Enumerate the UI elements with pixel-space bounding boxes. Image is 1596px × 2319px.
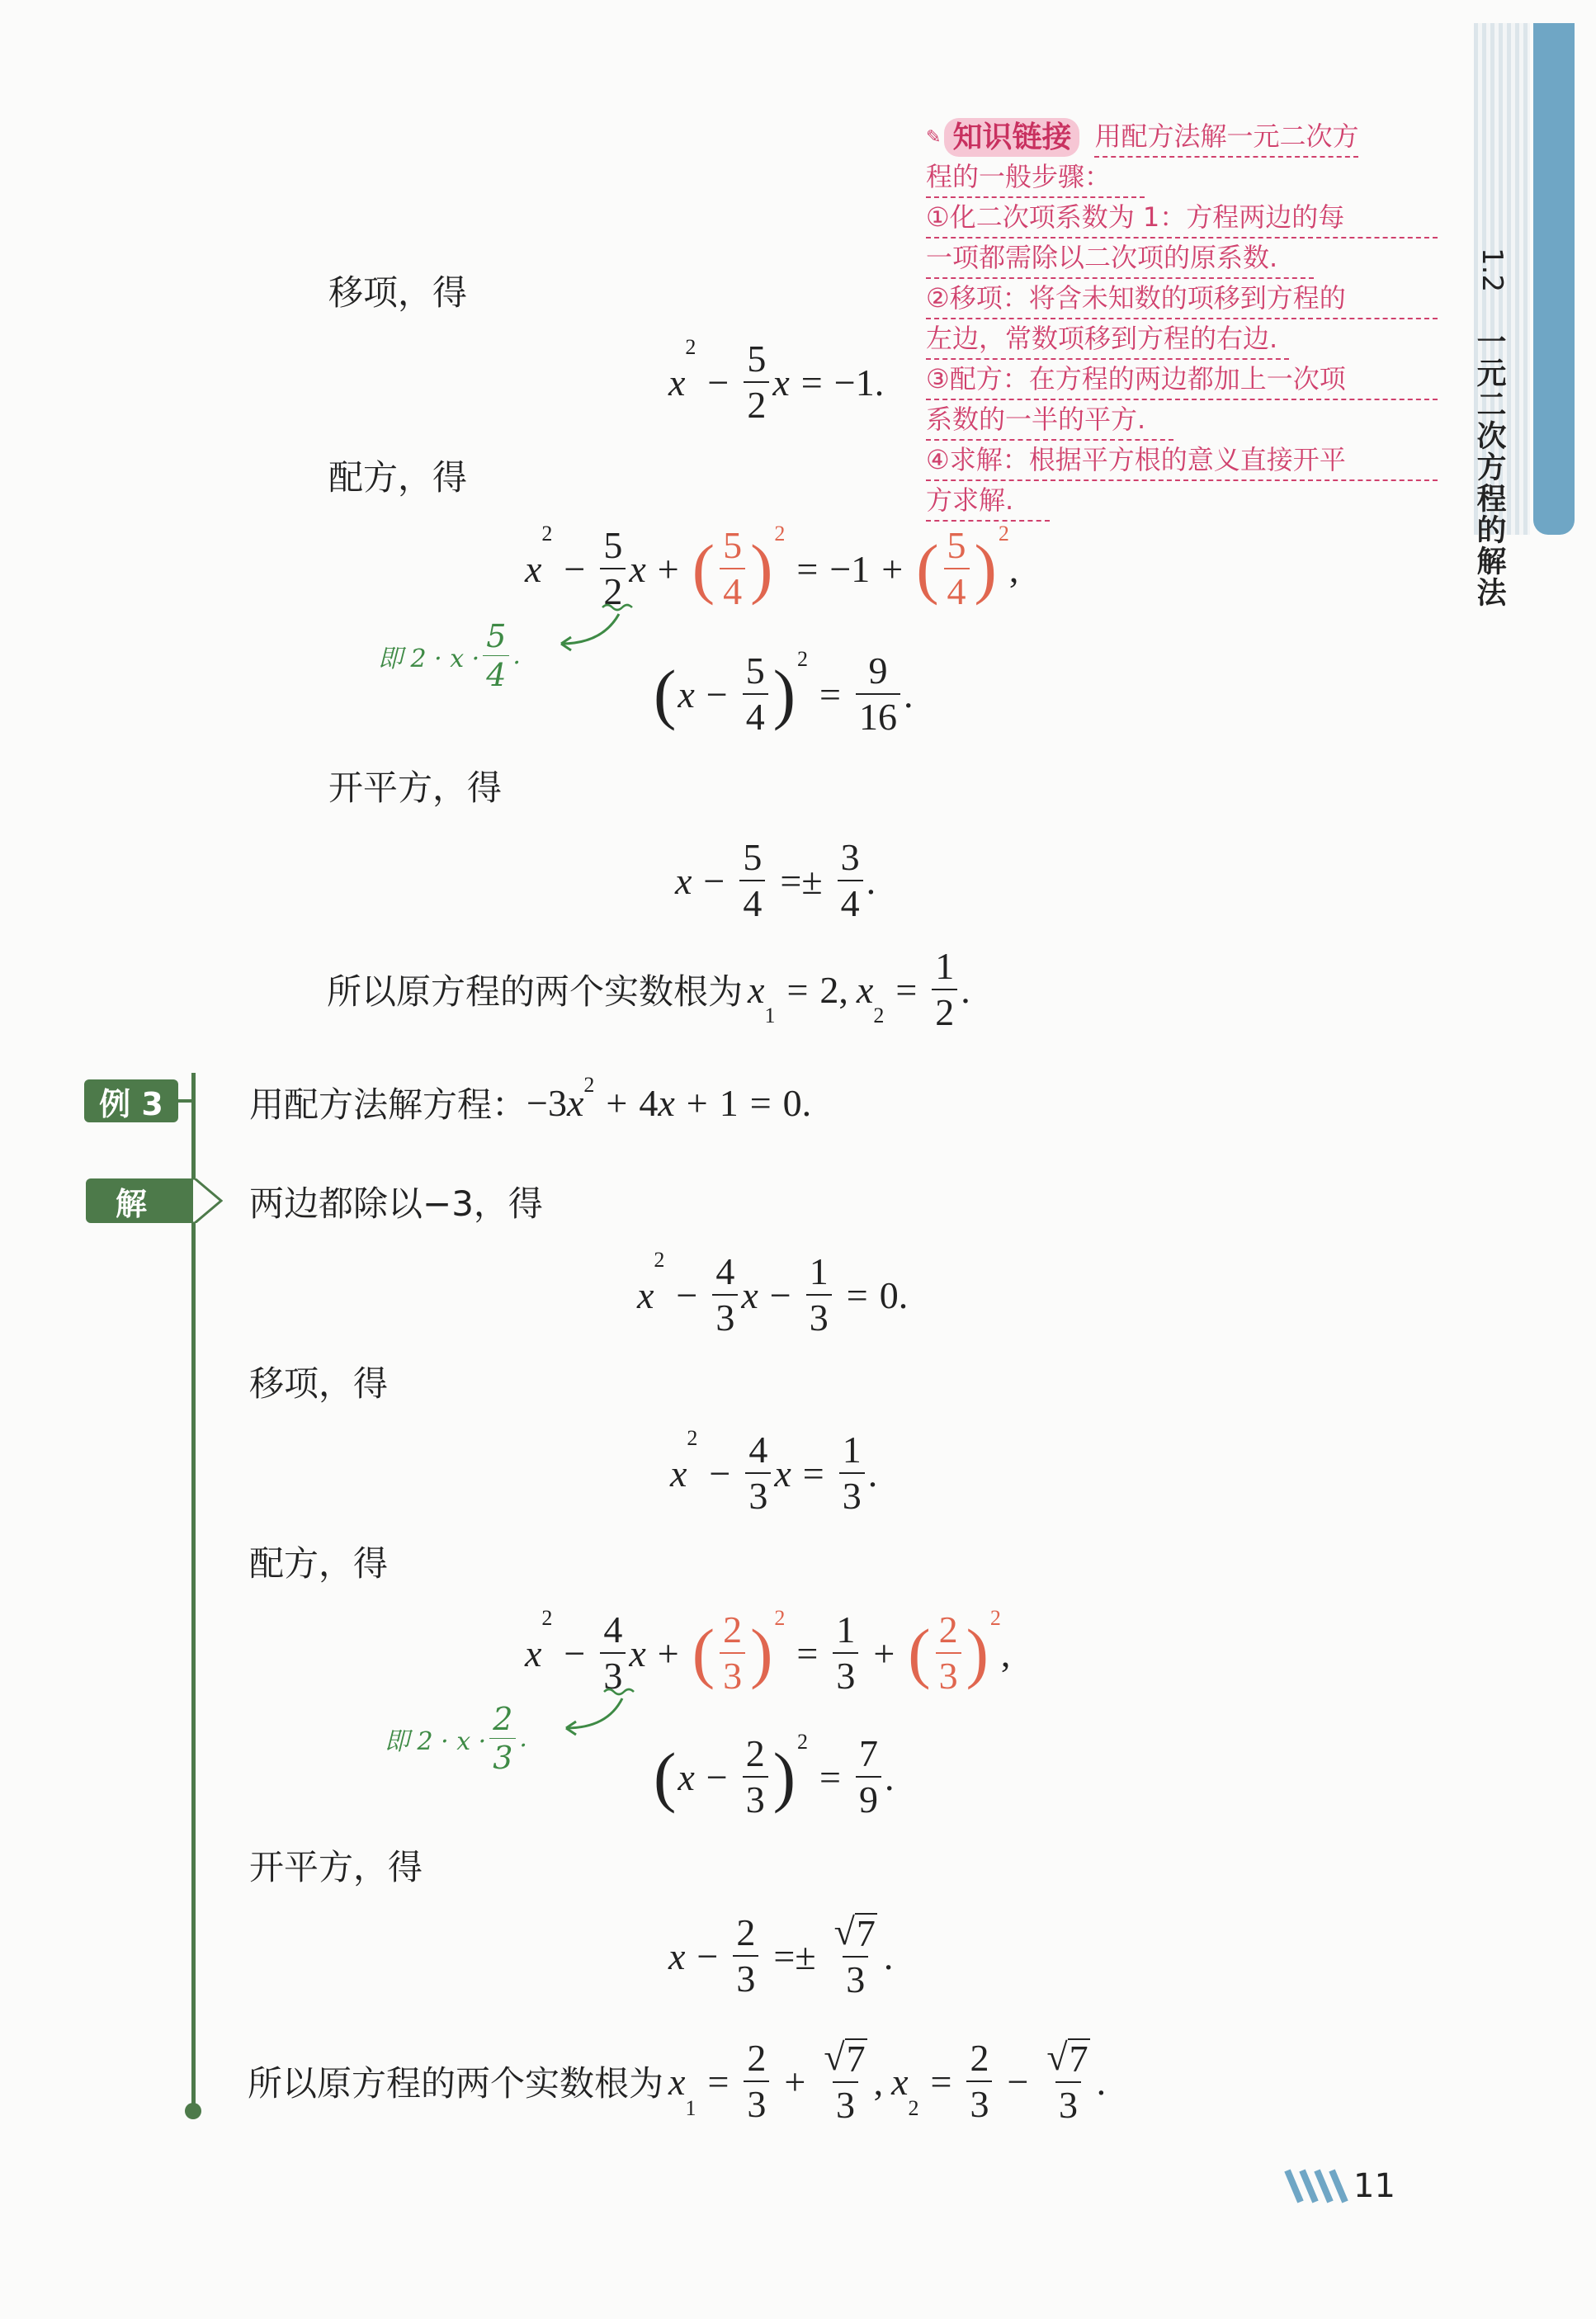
ex2-conclusion-text: 所以原方程的两个实数根为 (327, 971, 744, 1012)
ex3-problem-text: 用配方法解方程： (249, 1084, 527, 1125)
ex3-step-complete: 配方，得 (249, 1543, 389, 1584)
ex3-conclusion: 所以原方程的两个实数根为 x 1 = $\frac{2}{3}$ + √ 7 3 , x 2 = $\frac{2}{3}$ − √ 7 3 . (248, 2036, 1107, 2126)
ex3-eq-square: ( x − $\frac{2}{3}$ ) 2 = $\frac{7}{9}$ . (654, 1730, 895, 1821)
ex3-step-root: 开平方，得 (249, 1847, 423, 1887)
knowledge-link-line: ④求解：根据平方根的意义直接开平 (926, 441, 1438, 481)
ex2-eq-square: ( x − $\frac{5}{4}$ ) 2 = $\frac{9}{16}$ . (654, 647, 914, 738)
ex3-eq-root: x − $\frac{2}{3}$ =± √ 7 3 . (668, 1910, 894, 2000)
section-number: 1.2 (1476, 248, 1509, 293)
knowledge-link-line: 程的一般步骤： (926, 158, 1145, 198)
knowledge-link-line: 系数的一半的平方. (926, 400, 1173, 441)
knowledge-link-line: 左边，常数项移到方程的右边. (926, 319, 1289, 360)
knowledge-link-line: 方求解. (926, 481, 1050, 522)
page-number: 11 (1353, 2167, 1395, 2205)
ex2-note: 即 2 · x · $\frac{5}{4}$ . (378, 618, 521, 693)
example-badge: 例 3 (84, 1079, 178, 1122)
ex2-note-text: 即 2 · x · (378, 644, 480, 673)
ex3-note: 即 2 · x · $\frac{2}{3}$ . (385, 1701, 527, 1776)
ex3-eq-completed: x 2 − $\frac{4}{3}$ x + ( $\frac{2}{3}$ ) 2 = $\frac{1}{3}$ + ( $\frac{2}{3}$ ) 2 , (525, 1606, 1011, 1697)
ex3-end-dot (185, 2103, 201, 2119)
knowledge-link (926, 117, 1438, 522)
ex2-step-complete: 配方，得 (328, 457, 468, 498)
side-tab (1533, 23, 1575, 535)
ex3-step-move: 移项，得 (249, 1363, 389, 1404)
ex3-eq-divided: x 2 − $\frac{4}{3}$ x − $\frac{1}{3}$ = 0. (637, 1248, 909, 1339)
solution-badge: 解 (86, 1178, 177, 1223)
ex2-conclusion: 所以原方程的两个实数根为 x 1 = 2, x 2 = $\frac{1}{2}$ . (327, 945, 970, 1033)
ex3-problem: 用配方法解方程： −3 x 2 + 4 x + 1 = 0. (249, 1078, 811, 1127)
ex3-bracket-line (191, 1073, 196, 2111)
ex2-step-move: 移项，得 (328, 272, 468, 313)
ex2-note-arrow (545, 602, 635, 660)
ex3-note-text: 即 2 · x · (385, 1726, 487, 1756)
ex3-conclusion-text: 所以原方程的两个实数根为 (248, 2063, 664, 2104)
ex2-eq-moved: x 2 − $\frac{5}{2}$ x = −1. (668, 335, 885, 426)
ex2-eq-root: x − $\frac{5}{4}$ =± $\frac{3}{4}$ . (675, 836, 876, 924)
knowledge-link-line: 一项都需除以二次项的原系数. (926, 239, 1314, 279)
section-title: 一元二次方程的解法 (1472, 326, 1506, 608)
link-icon: ✎ (926, 127, 942, 148)
knowledge-link-line: ②移项：将含未知数的项移到方程的 (926, 279, 1438, 319)
ex2-step-root: 开平方，得 (328, 767, 503, 808)
ex3-eq-moved: x 2 − $\frac{4}{3}$ x = $\frac{1}{3}$ . (670, 1426, 878, 1517)
page-number-decoration-icon (1284, 2167, 1348, 2205)
knowledge-link-tag: 知识链接 (944, 118, 1079, 157)
ex3-step-divide: 两边都除以−3，得 (249, 1183, 543, 1224)
knowledge-link-line: 用配方法解一元二次方 (1094, 117, 1358, 158)
ex2-eq-completed: x 2 − $\frac{5}{2}$ x + ( $\frac{5}{4}$ ) 2 = −1 + ( $\frac{5}{4}$ ) 2 , (525, 522, 1019, 612)
knowledge-link-line: ①化二次项系数为 1：方程两边的每 (926, 198, 1438, 239)
solution-badge-arrow (177, 1178, 223, 1223)
ex3-note-arrow (550, 1687, 640, 1745)
knowledge-link-line: ③配方：在方程的两边都加上一次项 (926, 360, 1438, 400)
